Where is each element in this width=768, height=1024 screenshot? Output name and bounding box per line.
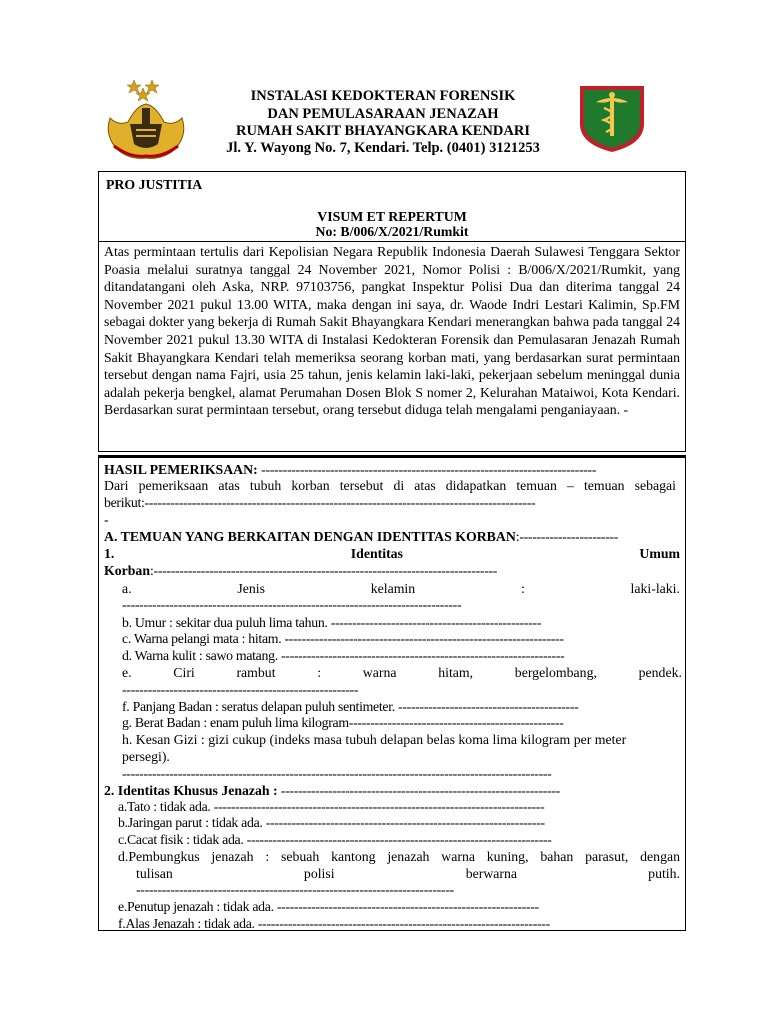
section-a-dashes: :-----------------------	[515, 529, 619, 544]
results-heading-row	[104, 461, 596, 478]
item-e-dashes: -------------------------------------------------------	[122, 682, 359, 697]
section-2-f: f.Alas Jenazah : tidak ada. --------------------------------------------------------------------	[118, 916, 550, 931]
item-e-warna: warna	[362, 665, 397, 680]
document-number: No: B/006/X/2021/Rumkit	[315, 224, 469, 239]
section-a-heading: A. TEMUAN YANG BERKAITAN DENGAN IDENTITAS KORBAN	[104, 529, 516, 544]
item-b: b. Umur : sekitar dua puluh lima tahun. -------------------------------------------------	[122, 615, 542, 630]
results-intro-line-2: berikut:-------------------------------------------------------------------------------------------	[104, 495, 536, 510]
medical-shield-icon	[574, 80, 650, 156]
section-2-d-line-1: d.Pembungkus jenazah : sebuah kantong jenazah warna kuning, bahan parasut, dengan	[118, 849, 680, 864]
item-e-colon: :	[317, 665, 322, 680]
item-e-gelombang: bergelombang,	[514, 665, 597, 680]
results-intro-line-3: -	[104, 512, 109, 527]
item-e-hitam: hitam,	[438, 665, 474, 680]
hospital-address: Jl. Y. Wayong No. 7, Kendari. Telp. (0401) 3121253	[226, 140, 540, 156]
section-2-c: c.Cacat fisik : tidak ada. -----------------------------------------------------------------------	[118, 832, 552, 847]
item-e-ciri: Ciri	[173, 665, 195, 680]
section-2-dashes: -----------------------------------------------------------------	[277, 783, 560, 798]
intro-paragraph: Atas permintaan tertulis dari Kepolisian Negara Republik Indonesia Daerah Sulawesi Tenggara Sektor Poasia melalui suratnya tanggal 24 November 2021, Nomor Polisi : B/006/X/2021/Rumkit, yang ditandatangani oleh Aska, NRP. 97103756, pangkat Inspektur Polisi Dua dan diterima tanggal 24 November 2021 pukul 13.00 WITA, maka dengan ini saya, dr. Waode Indri Lestari Kalimin, Sp.FM sebagai dokter yang bekerja di Rumah Sakit Bhayangkara Kendari menerangkan bahwa pada tanggal 24 November 2021 pukul 13.30 WITA di Instalasi Kedokteran Forensik dan Pemulasaran Jenazah Rumah Sakit Bhayangkara Kendari telah memeriksa seorang korban mati, yang berdasarkan surat permintaan tersebut dengan nama Fajri, usia 25 tahun, jenis kelamin laki-laki, pekerjaan sebelum meninggal dunia adalah pekerja bengkel, alamat Perumahan Dosen Blok S nomer 2, Kelurahan Mataiwoi, Kota Kendari. Berdasarkan surat permintaan tersebut, orang tersebut diduga telah mengalami penganiayaan. -	[104, 244, 680, 418]
item-a-label: a.	[122, 581, 132, 596]
results-heading-dashes: ------------------------------------------------------------------------------	[261, 462, 597, 477]
item-e-row	[122, 664, 682, 681]
section-1-row	[104, 545, 680, 562]
section-1-korban-row	[104, 562, 497, 579]
pro-justitia: PRO JUSTITIA	[106, 177, 203, 192]
item-a-kelamin: kelamin	[370, 581, 416, 596]
item-h-line-2: persegi).	[122, 749, 170, 764]
item-g: g. Berat Badan : enam puluh lima kilogram--------------------------------------------------	[122, 715, 564, 730]
item-d: d. Warna kulit : sawo matang. ------------------------------------------------------------------	[122, 648, 565, 663]
section-2-a: a.Tato : tidak ada. -----------------------------------------------------------------------------	[118, 799, 545, 814]
item-f: f. Panjang Badan : seratus delapan puluh sentimeter. ------------------------------------------	[122, 699, 579, 714]
section-2-heading: 2. Identitas Khusus Jenazah :	[104, 783, 278, 798]
section-1-umum: Umum	[639, 546, 680, 561]
police-emblem-icon	[100, 78, 192, 162]
results-intro-line-1: Dari pemeriksaan atas tubuh korban tersebut di atas didapatkan temuan – temuan sebagai	[104, 478, 676, 493]
section-2-e: e.Penutup jenazah : tidak ada. -------------------------------------------------------------	[118, 899, 539, 914]
item-a-row	[122, 580, 680, 597]
document-title: VISUM ET REPERTUM	[317, 209, 467, 224]
item-c: c. Warna pelangi mata : hitam. -----------------------------------------------------------------	[122, 631, 564, 646]
section-2-d-tulisan: tulisan	[136, 866, 173, 881]
section-1-number: 1.	[104, 546, 115, 561]
section-2-b: b.Jaringan parut : tidak ada. -----------------------------------------------------------------	[118, 815, 545, 830]
institution-line-2: DAN PEMULASARAAN JENAZAH	[267, 106, 499, 122]
item-a-value: laki-laki.	[630, 581, 680, 596]
section-2-d-berwarna: berwarna	[465, 866, 518, 881]
hospital-name: RUMAH SAKIT BHAYANGKARA KENDARI	[236, 123, 530, 139]
section-a-row	[104, 528, 684, 545]
section-2-d-putih: putih.	[648, 866, 680, 881]
item-h-line-1: h. Kesan Gizi : gizi cukup (indeks masa tubuh delapan belas koma lima kilogram per meter	[122, 732, 627, 747]
institution-line-1: INSTALASI KEDOKTERAN FORENSIK	[250, 88, 516, 104]
item-a-dashes: -------------------------------------------------------------------------------	[122, 597, 462, 612]
item-a-colon: :	[520, 581, 525, 596]
section-1-korban: Korban	[104, 563, 150, 578]
section-2-d-polisi: polisi	[303, 866, 335, 881]
section-1-korban-dashes: :--------------------------------------------------------------------------------	[150, 563, 498, 578]
item-h-dashes: ----------------------------------------------------------------------------------------------------	[122, 766, 552, 781]
item-a-jenis: Jenis	[237, 581, 265, 596]
section-2-row	[104, 782, 684, 799]
section-2-d-dashes: --------------------------------------------------------------------------	[136, 882, 454, 897]
results-heading: HASIL PEMERIKSAAN:	[104, 462, 258, 477]
item-e-rambut: rambut	[236, 665, 276, 680]
item-e-pendek: pendek.	[638, 665, 682, 680]
item-e-label: e.	[122, 665, 132, 680]
section-1-identitas: Identitas	[350, 546, 403, 561]
section-2-d-line-2	[136, 865, 680, 882]
